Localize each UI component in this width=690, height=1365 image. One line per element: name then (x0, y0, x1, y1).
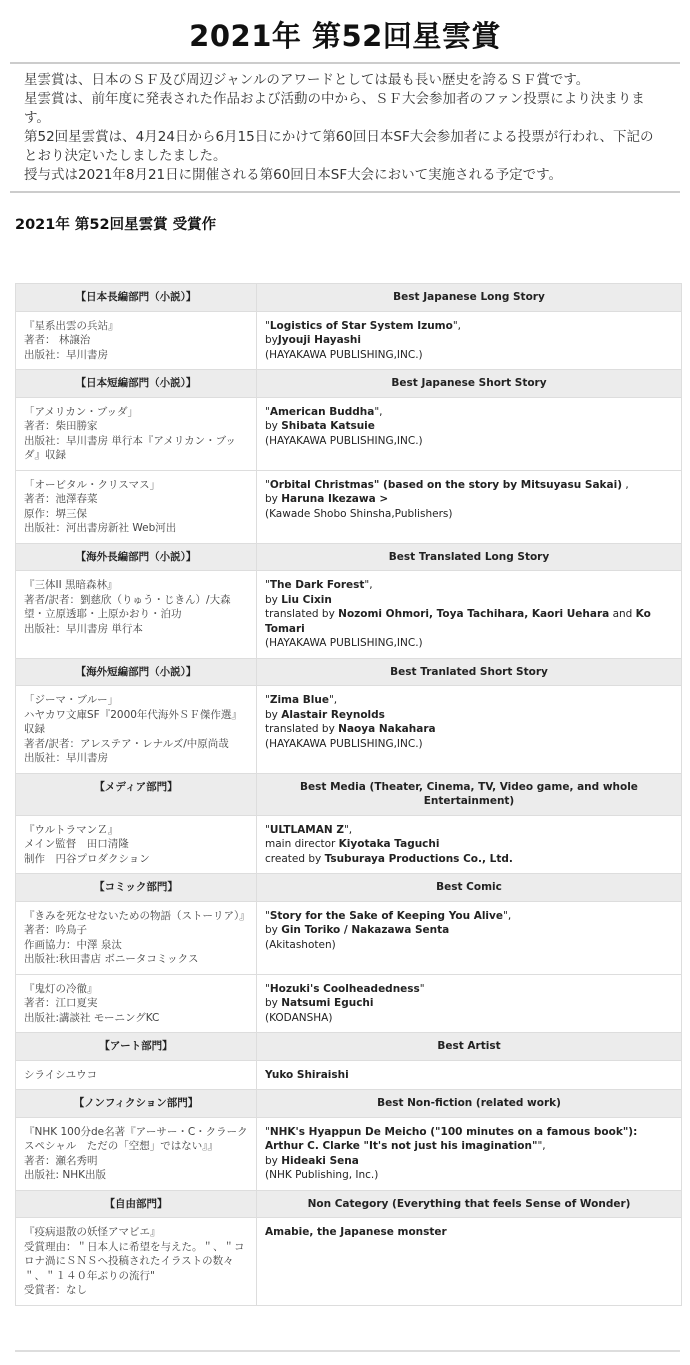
work-en-bold: Amabie, the Japanese monster (265, 1226, 447, 1238)
work-en-bold: Story for the Sake of Keeping You Alive (269, 909, 503, 922)
work-en-bold: Nozomi Ohmori, Toya Tachihara, Kaori Uehara (338, 608, 610, 620)
work-en-text: and (609, 608, 636, 620)
work-en-bold: Hideaki Sena (281, 1154, 359, 1167)
category-en: Best Comic (257, 874, 682, 902)
work-en-line (265, 636, 673, 651)
work-en-bold: ULTLAMAN Z (269, 823, 344, 836)
category-en: Best Japanese Short Story (257, 370, 682, 398)
category-header-row (16, 1090, 682, 1118)
work-ja-line: 著者：瀬名秀明 (24, 1154, 98, 1167)
work-ja-line: 出版社:秋田書店 ボニータコミックス (24, 953, 199, 965)
work-ja-line: 出版社：河出書房新社 Web河出 (24, 522, 177, 534)
work-en-line (265, 593, 673, 608)
work-ja-line: 著者：吟鳥子 (24, 924, 87, 936)
work-ja-line: ハヤカワ文庫SF『2000年代海外ＳＦ傑作選』収録 (24, 708, 242, 735)
award-row (16, 1117, 682, 1190)
work-en-text: " (265, 909, 270, 922)
work-en-text: (HAYAKAWA PUBLISHING,INC.) (265, 637, 423, 649)
work-en-line (265, 333, 673, 348)
work-en (257, 1060, 682, 1090)
work-en-text: ", (452, 319, 462, 332)
work-en-text: " (265, 478, 270, 491)
work-ja-line: 制作 円谷プロダクション (24, 852, 150, 865)
work-en-line (265, 737, 673, 752)
category-ja: 【海外短編部門（小説）】 (16, 658, 257, 686)
work-en-line (265, 1011, 673, 1026)
category-ja: 【ノンフィクション部門】 (16, 1090, 257, 1118)
work-en-text: (KODANSHA) (265, 1011, 333, 1024)
work-ja (16, 686, 257, 774)
divider (15, 1350, 680, 1352)
work-en-line (265, 419, 673, 434)
award-row (16, 901, 682, 974)
work-en-bold: Zima Blue (269, 694, 329, 706)
work-en-line (265, 923, 673, 938)
work-ja-line: 「アメリカン・ブッダ」 (24, 405, 139, 418)
category-header-row (16, 658, 682, 686)
work-en-text: ", (374, 405, 383, 418)
work-ja-line: 著者/訳者：アレステア・レナルズ/中原尚哉 (24, 737, 229, 750)
work-en-bold: Orbital Christmas" (based on the story by Mitsuyasu Sakai) (269, 478, 623, 491)
category-ja: 【海外長編部門（小説）】 (16, 543, 257, 571)
work-ja-line: 「オービタル・クリスマス」 (24, 478, 161, 491)
intro-text (0, 64, 690, 191)
work-en (257, 815, 682, 874)
work-ja (16, 815, 257, 874)
work-en-line (265, 1154, 673, 1169)
work-en-line (265, 852, 673, 867)
section-heading: 2021年 第52回星雲賞 受賞作 (15, 217, 217, 233)
category-en: Best Non-fiction (related work) (257, 1090, 682, 1118)
category-en: Best Japanese Long Story (257, 284, 682, 312)
work-ja-line: 著者：江口夏実 (24, 997, 98, 1009)
category-header-row (16, 1190, 682, 1218)
category-en: Best Media (Theater, Cinema, TV, Video game, and whole Entertainment) (257, 773, 682, 815)
work-ja-line: 『星系出雲の兵站』 (24, 319, 119, 332)
award-row (16, 397, 682, 470)
work-ja (16, 571, 257, 659)
work-en-text: ", (503, 909, 512, 922)
work-ja (16, 1218, 257, 1306)
work-ja-line: シライシユウコ (24, 1068, 98, 1081)
intro-paragraph: 授与式は2021年8月21日に開催される第60回日本SF大会において実施される予定です。 (24, 167, 563, 183)
work-ja-line: 『三体II 黒暗森林』 (24, 579, 118, 591)
work-en-line (265, 1125, 673, 1154)
work-ja-line: メイン監督 田口清隆 (24, 838, 129, 850)
work-ja (16, 974, 257, 1033)
work-ja-line: 「ジーマ・ブルー」 (24, 694, 119, 706)
work-en-line (265, 837, 673, 852)
work-en-line (265, 982, 673, 997)
work-en-bold: Natsumi Eguchi (281, 997, 374, 1009)
work-en-text: (HAYAKAWA PUBLISHING,INC.) (265, 737, 423, 750)
category-ja: 【日本短編部門（小説）】 (16, 370, 257, 398)
category-en: Best Artist (257, 1033, 682, 1061)
award-row (16, 815, 682, 874)
work-ja (16, 397, 257, 470)
work-en-text: " (265, 1125, 270, 1138)
work-ja-line: 出版社：早川書房 単行本『アメリカン・ブッダ』収録 (24, 434, 236, 461)
work-ja-line: 『ウルトラマンＺ』 (24, 823, 119, 836)
work-en (257, 397, 682, 470)
work-en-text: main director (265, 838, 339, 850)
work-ja (16, 470, 257, 543)
work-en-text: by (265, 420, 282, 432)
work-en-line (265, 823, 673, 838)
category-header-row (16, 1033, 682, 1061)
work-ja-line: 著者：柴田勝家 (24, 420, 98, 432)
work-ja-line: 出版社：早川書房 単行本 (24, 622, 143, 635)
work-en-bold: Ko Tomari (265, 608, 651, 635)
work-en-bold: Naoya Nakahara (338, 723, 436, 735)
award-row (16, 1218, 682, 1306)
work-en-line (265, 1068, 673, 1083)
award-row (16, 686, 682, 774)
work-en (257, 974, 682, 1033)
work-en-text: (HAYAKAWA PUBLISHING,INC.) (265, 348, 423, 361)
category-header-row (16, 284, 682, 312)
work-en-line (265, 996, 673, 1011)
work-en-text: (HAYAKAWA PUBLISHING,INC.) (265, 434, 423, 447)
category-header-row (16, 874, 682, 902)
work-en-text: " (265, 823, 270, 836)
work-en-bold: Logistics of Star System Izumo (269, 319, 453, 332)
work-en-line (265, 434, 673, 449)
intro-paragraph: 星雲賞は、前年度に発表された作品および活動の中から、ＳＦ大会参加者のファン投票により決まります。 (24, 91, 645, 126)
work-en (257, 571, 682, 659)
work-ja-line: 著者：池澤春菜 (24, 493, 98, 505)
work-en-text: ", (537, 1140, 546, 1152)
work-ja (16, 1117, 257, 1190)
work-en-line (265, 909, 673, 924)
work-en-text: " (265, 982, 270, 995)
work-ja-line: 受賞理由：＂日本人に希望を与えた。＂、＂コロナ渦にＳＮＳへ投稿されたイラストの数々＂、＂１４０年ぶりの流行" (24, 1240, 245, 1282)
work-en-line (265, 478, 673, 493)
work-en-line (265, 1225, 673, 1240)
work-en-bold: NHK's Hyappun De Meicho ("100 minutes on a famous book"): Arthur C. Clarke "It's not just his imagination" (265, 1125, 638, 1152)
work-en-text: " (265, 694, 270, 706)
work-ja (16, 1060, 257, 1090)
category-header-row (16, 370, 682, 398)
work-ja-line: 著者/訳者：劉慈欣（りゅう・じきん）/大森望・立原透耶・上原かおり・泊功 (24, 593, 231, 620)
work-en-text: , (622, 478, 629, 491)
work-en-text: ", (343, 823, 353, 836)
work-en-text: " (265, 579, 270, 591)
work-en-line (265, 938, 673, 953)
work-en-bold: Kiyotaka Taguchi (338, 838, 440, 850)
work-en-bold: Alastair Reynolds (281, 708, 385, 721)
work-ja-line: 著者： 林譲治 (24, 334, 91, 346)
work-ja-line: 『NHK 100分de名著『アーサー・C・クラークスペシャル ただの「空想」ではない』』 (24, 1125, 248, 1152)
work-en (257, 1117, 682, 1190)
work-ja-line: 出版社：早川書房 (24, 752, 108, 764)
category-header-row (16, 543, 682, 571)
work-en-text: by (265, 593, 282, 606)
work-en-text: by (265, 708, 282, 721)
category-en: Best Tranlated Short Story (257, 658, 682, 686)
work-ja-line: 『きみを死なせないための物語（ストーリア）』 (24, 909, 250, 922)
work-ja-line: 出版社:講談社 モーニングKC (24, 1011, 160, 1024)
work-en-text: by (265, 1154, 282, 1167)
work-ja-line: 作画協力：中澤 泉汰 (24, 938, 122, 951)
work-en-bold: Tsuburaya Productions Co., Ltd. (324, 852, 513, 865)
work-en-line (265, 708, 673, 723)
work-en-text: translated by (265, 608, 339, 620)
category-ja: 【自由部門】 (16, 1190, 257, 1218)
work-en-text: " (419, 982, 425, 995)
work-en-line (265, 578, 673, 593)
work-en-text: ", (364, 579, 373, 591)
category-en: Non Category (Everything that feels Sense of Wonder) (257, 1190, 682, 1218)
award-row (16, 311, 682, 370)
category-ja: 【日本長編部門（小説）】 (16, 284, 257, 312)
work-en-text: by (265, 493, 282, 505)
work-en (257, 311, 682, 370)
category-header-row (16, 773, 682, 815)
award-row (16, 470, 682, 543)
work-en-line (265, 348, 673, 363)
work-en-bold: Shibata Katsuie (281, 420, 375, 432)
work-en-bold: The Dark Forest (269, 579, 365, 591)
work-en (257, 901, 682, 974)
category-en: Best Translated Long Story (257, 543, 682, 571)
work-en-text: (Kawade Shobo Shinsha,Publishers) (265, 507, 453, 520)
category-ja: 【メディア部門】 (16, 773, 257, 815)
work-en-bold: Jyouji Hayashi (277, 334, 361, 346)
work-en-text: created by (265, 852, 325, 865)
award-row (16, 1060, 682, 1090)
award-row (16, 571, 682, 659)
awards-table (15, 283, 682, 1306)
work-en-text: (NHK Publishing, Inc.) (265, 1169, 379, 1181)
work-ja-line: 『鬼灯の冷徹』 (24, 982, 98, 995)
award-row (16, 974, 682, 1033)
work-en (257, 1218, 682, 1306)
work-en-line (265, 507, 673, 522)
work-en-line (265, 722, 673, 737)
work-en-line (265, 405, 673, 420)
work-en (257, 686, 682, 774)
work-en-bold: Liu Cixin (281, 593, 332, 606)
work-en-line (265, 1168, 673, 1183)
category-ja: 【コミック部門】 (16, 874, 257, 902)
work-en-line (265, 693, 673, 708)
page-title: 2021年 第52回星雲賞 (189, 19, 501, 53)
work-en-bold: Yuko Shiraishi (265, 1068, 349, 1081)
work-en-text: by (265, 997, 282, 1009)
intro-paragraph: 第52回星雲賞は、4月24日から6月15日にかけて第60回日本SF大会参加者による投票が行われ、下記のとおり決定いたしましたました。 (24, 129, 654, 164)
work-en-bold: Haruna Ikezawa > (281, 493, 389, 505)
work-en-text: (Akitashoten) (265, 938, 336, 951)
work-ja-line: 出版社：早川書房 (24, 348, 108, 361)
work-ja-line: 原作：堺三保 (24, 507, 87, 520)
work-en-text: translated by (265, 723, 339, 735)
work-en-bold: American Buddha (269, 405, 375, 418)
work-en-text: " (265, 319, 270, 332)
work-ja (16, 901, 257, 974)
work-ja-line: 出版社: NHK出版 (24, 1169, 107, 1181)
work-en (257, 470, 682, 543)
work-en-text: by (265, 924, 282, 936)
work-en-line (265, 607, 673, 636)
work-ja-line: 『疫病退散の妖怪アマビエ』 (24, 1226, 161, 1238)
work-ja-line: 受賞者：なし (24, 1284, 87, 1296)
work-en-line (265, 492, 673, 507)
intro-paragraph: 星雲賞は、日本のＳＦ及び周辺ジャンルのアワードとしては最も長い歴史を誇るＳＦ賞です。 (24, 72, 590, 88)
category-ja: 【アート部門】 (16, 1033, 257, 1061)
work-ja (16, 311, 257, 370)
work-en-text: by (265, 334, 278, 346)
work-en-bold: Gin Toriko / Nakazawa Senta (281, 924, 450, 936)
work-en-text: " (265, 405, 270, 418)
work-en-line (265, 319, 673, 334)
work-en-text: ", (328, 694, 338, 706)
divider (10, 191, 680, 193)
work-en-bold: Hozuki's Coolheadedness (269, 982, 420, 995)
